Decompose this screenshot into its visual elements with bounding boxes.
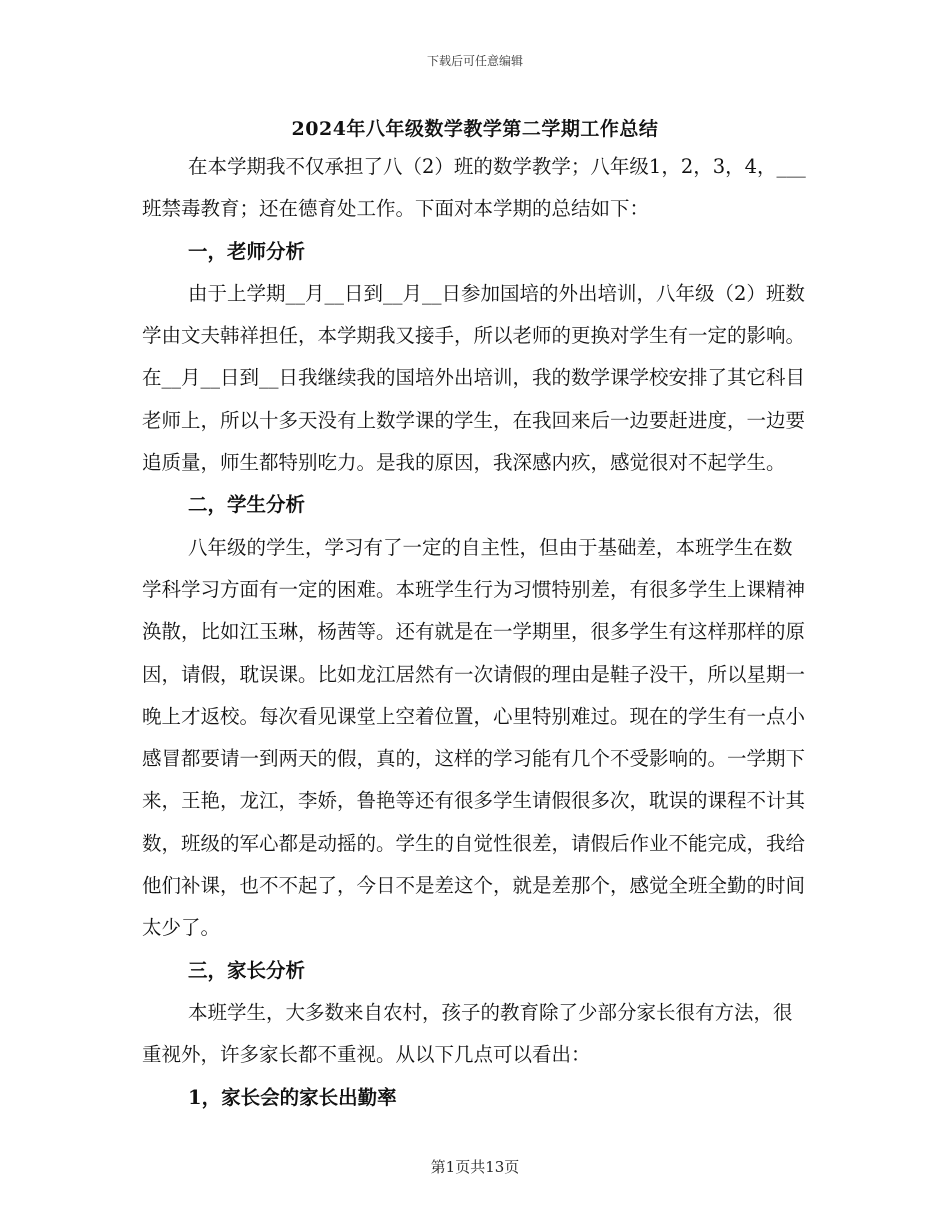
section-paragraph-teacher: 由于上学期__月__日到__月__日参加国培的外出培训，八年级（2）班数学由文夫韩祥担任，本学期我又接手，所以老师的更换对学生有一定的影响。在__月__日到__日我继续我的国培外出培训，我的数学课学校安排了其它科目老师上，所以十多天没有上数学课的学生，在我回来后一边要赶进度，一边要追质量，师生都特别吃力。是我的原因，我深感内疚，感觉很对不起学生。 — [142, 281, 806, 475]
section-heading-teacher: 一，老师分析 — [188, 239, 306, 263]
section-paragraph-parents: 本班学生，大多数来自农村，孩子的教育除了少部分家长很有方法，很重视外，许多家长都不重视。从以下几点可以看出： — [142, 1000, 793, 1067]
page-number: 第1页共13页 — [430, 1158, 520, 1176]
subsection-heading-attendance: 1，家长会的家长出勤率 — [188, 1085, 397, 1109]
section-heading-parents: 三，家长分析 — [188, 958, 306, 982]
document-title: 2024年八年级数学教学第二学期工作总结 — [291, 118, 659, 140]
intro-paragraph: 在本学期我不仅承担了八（2）班的数学教学；八年级1，2，3，4，___班禁毒教育；还在德育处工作。下面对本学期的总结如下： — [142, 155, 806, 221]
document-body — [142, 146, 810, 1119]
section-heading-students: 二，学生分析 — [188, 493, 306, 517]
section-paragraph-students: 八年级的学生，学习有了一定的自主性，但由于基础差，本班学生在数学科学习方面有一定的困难。本班学生行为习惯特别差，有很多学生上课精神涣散，比如江玉琳，杨茜等。还有就是在一学期里，很多学生有这样那样的原因，请假，耽误课。比如龙江居然有一次请假的理由是鞋子没干，所以星期一晚上才返校。每次看见课堂上空着位置，心里特别难过。现在的学生有一点小感冒都要请一到两天的假，真的，这样的学习能有几个不受影响的。一学期下来，王艳，龙江，李娇，鲁艳等还有很多学生请假很多次，耽误的课程不计其数，班级的军心都是动摇的。学生的自觉性很差，请假后作业不能完成，我给他们补课，也不不起了，今日不是差这个，就是差那个，感觉全班全勤的时间太少了。 — [142, 535, 806, 940]
page-header-note: 下载后可任意编辑 — [426, 54, 523, 68]
